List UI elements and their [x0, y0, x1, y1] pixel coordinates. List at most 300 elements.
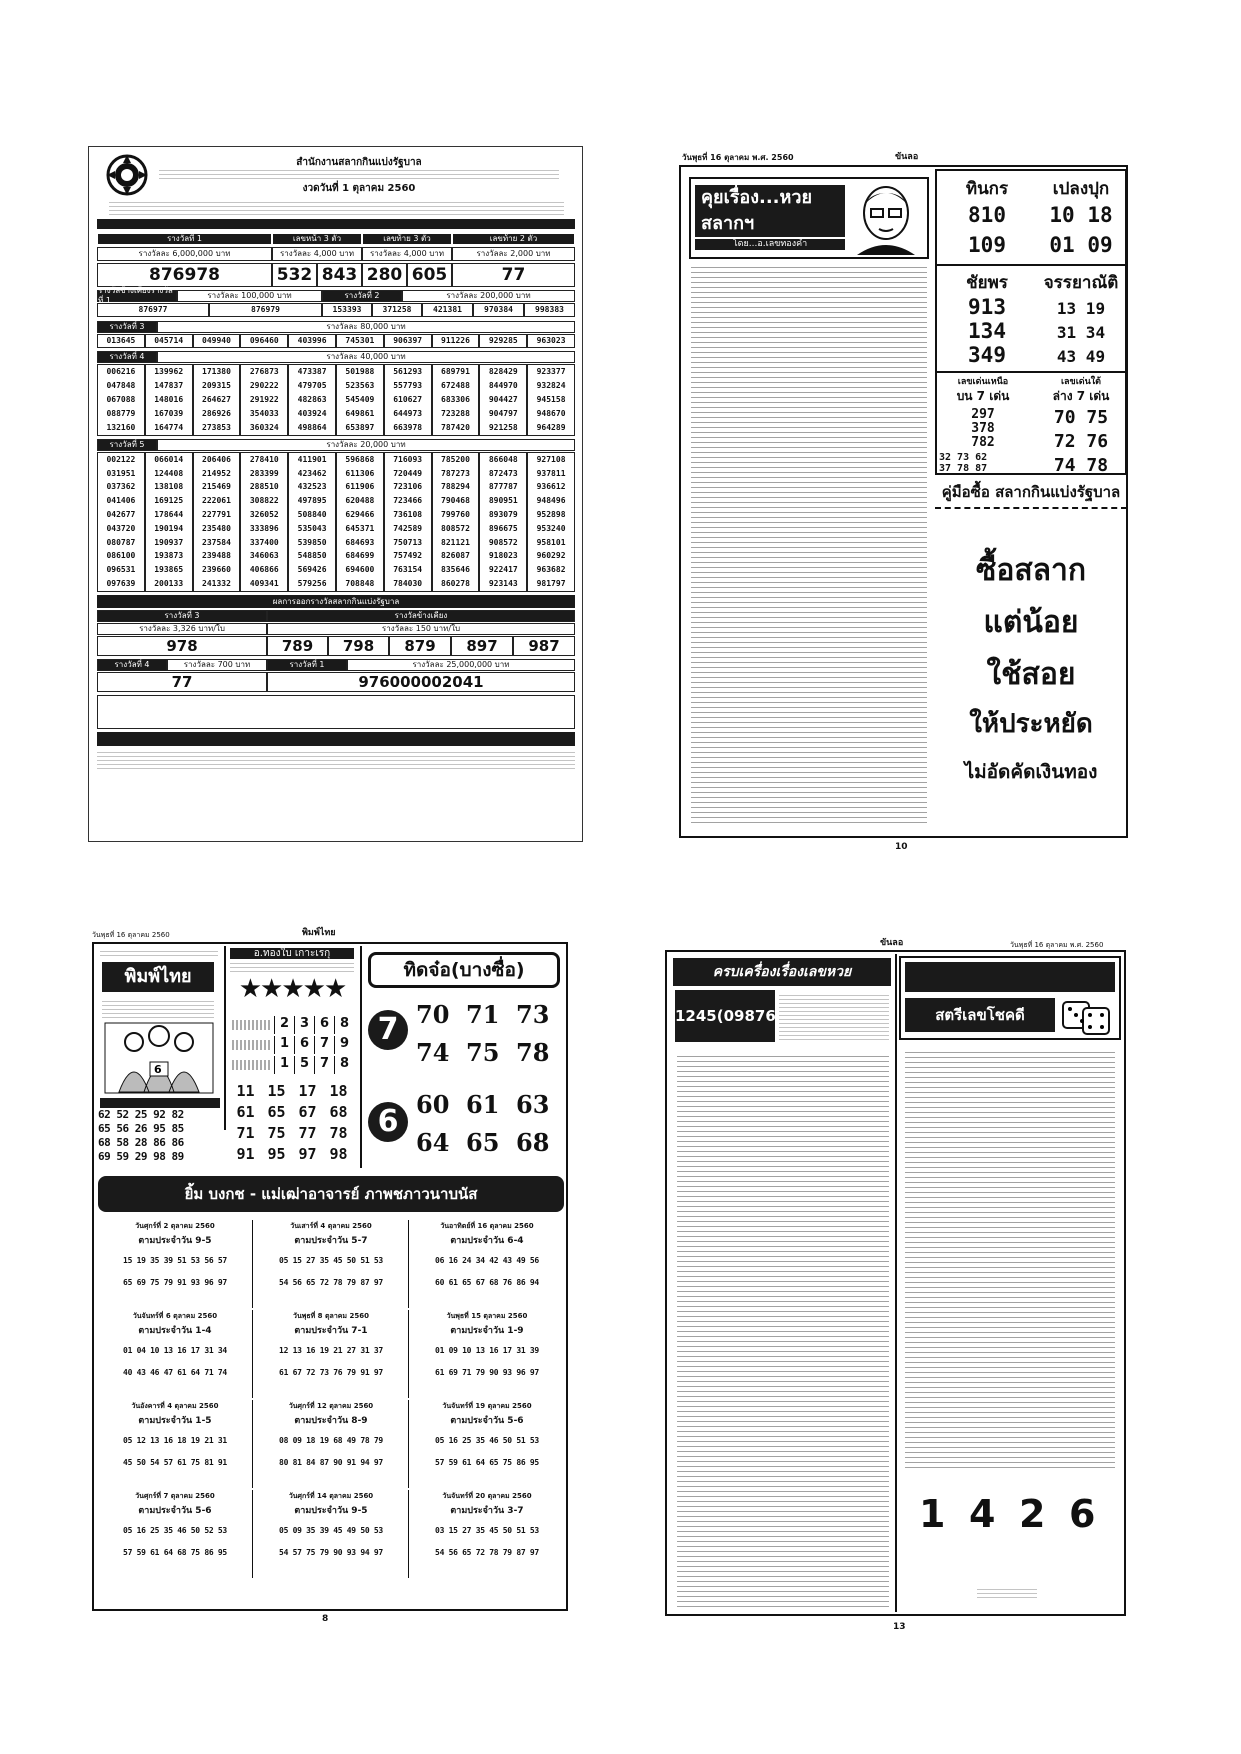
page3-header-left: วันพุธที่ 16 ตุลาคม 2560 [92, 931, 170, 939]
prize-amount-row [97, 247, 575, 261]
prize4-number: 945158 [536, 395, 566, 404]
table-date: วันอาทิตย์ที่ 16 ตุลาคม 2560 [440, 1222, 534, 1230]
right-header-strip [905, 962, 1115, 992]
eng-near-number: 897 [451, 636, 513, 656]
prize5-number: 963682 [536, 565, 566, 575]
prize5-number: 720449 [393, 468, 423, 478]
eng-label-row [97, 610, 575, 622]
prize5-number: 215469 [202, 482, 231, 492]
prize5-number: 206406 [202, 454, 231, 464]
prize4-number: 354033 [249, 409, 279, 418]
table-numbers: 05 09 35 39 45 49 50 53 [279, 1526, 383, 1535]
grid-number: 17 [298, 1082, 317, 1100]
prize5-number: 896675 [488, 523, 518, 533]
grid-row [230, 1103, 354, 1124]
zodiac-number: 810 [968, 203, 1006, 227]
table-pair: ตามประจำวัน 1-9 [450, 1326, 524, 1336]
table-pair: ตามประจำวัน 5-7 [294, 1236, 368, 1246]
grid-number: 68 [329, 1103, 348, 1121]
page2-header-right: ขันลอ [895, 152, 919, 162]
prize5-number: 308822 [249, 496, 279, 506]
left-title: ครบเครื่องเรื่องเลขหวย [673, 958, 891, 986]
prize5-number: 716093 [393, 454, 423, 464]
eng-near-amount: รางวัลละ 150 บาท/ใบ [267, 623, 575, 635]
bottom-digit: 2 [1019, 1492, 1046, 1536]
table-numbers: 45 50 54 57 61 75 81 91 [123, 1458, 227, 1467]
top-number: 297 [971, 407, 995, 422]
column-title: คุยเรื่อง...หวย สลากฯ [695, 185, 845, 237]
tid-number: 61 [466, 1090, 500, 1119]
star-number: 7 [314, 1036, 334, 1054]
prize3-number: 403996 [288, 334, 336, 348]
prize4-number: 209315 [202, 381, 231, 390]
blank-box [97, 695, 575, 729]
prize4-number: 139962 [154, 367, 184, 376]
second-lottery-header: ผลการออกรางวัลสลากกินแบ่งรัฐบาล [97, 595, 575, 608]
prize4-number: 689791 [441, 367, 470, 376]
prize5-number: 927108 [536, 454, 566, 464]
prize4-number: 403924 [297, 409, 327, 418]
prize5-number: 821121 [441, 537, 470, 547]
zodiac-name: ทินกร [965, 179, 1009, 199]
prize5-column [288, 452, 336, 592]
prize5-number: 178644 [154, 510, 184, 520]
ad-title: คู่มือซื้อ สลากกินแบ่งรัฐบาล [935, 481, 1127, 509]
prize4-column [479, 364, 527, 436]
prize5-number: 239488 [202, 551, 231, 561]
near-prize-label-row [97, 286, 575, 305]
prize5-number: 569426 [297, 565, 327, 575]
prize2-number: 153393 [322, 303, 372, 317]
table-numbers: 61 69 71 79 90 93 96 97 [435, 1368, 539, 1377]
table-pair: ตามประจำวัน 5-6 [138, 1506, 212, 1516]
prize5-number: 283399 [249, 468, 279, 478]
tid-number: 78 [516, 1038, 550, 1067]
prize5-number: 784030 [393, 579, 423, 589]
prize2-number: 421381 [422, 303, 473, 317]
prize5-column [527, 452, 575, 592]
banner: ยิ้ม บงกช - แม่เฒ่าอาจารย์ ภาพชภาวนาบนัส [98, 1176, 564, 1212]
prize4-column [240, 364, 288, 436]
prize5-column [240, 452, 288, 592]
tid-number: 64 [416, 1128, 450, 1157]
prize5-number: 918023 [488, 551, 518, 561]
draw-date: งวดวันที่ 1 ตุลาคม 2560 [302, 183, 416, 194]
prize3-number: 096460 [240, 334, 288, 348]
zodiac-number: 349 [968, 343, 1006, 367]
back3-number: 605 [407, 263, 452, 287]
prize5-number: 086100 [106, 551, 136, 561]
prize5-number: 723466 [393, 496, 423, 506]
prize2-number: 371258 [372, 303, 422, 317]
table-numbers: 57 59 61 64 68 75 86 95 [123, 1548, 227, 1557]
table-date: วันเสาร์ที่ 4 ตุลาคม 2560 [290, 1222, 372, 1230]
prize4-number: 663978 [393, 423, 423, 432]
prize4-column [336, 364, 384, 436]
table-numbers: 65 69 75 79 91 93 96 97 [123, 1278, 227, 1287]
right-body-text [905, 1048, 1115, 1468]
prize4-number: 948670 [536, 409, 566, 418]
side-row: 69 59 29 98 89 [98, 1150, 184, 1163]
eng-prize3-label: รางวัลที่ 3 [97, 610, 267, 622]
prize4-number: 482863 [297, 395, 327, 404]
prize5-number: 041406 [106, 496, 136, 506]
zodiac-number: 13 19 [1056, 299, 1106, 318]
page4-number: 13 [893, 1622, 906, 1632]
prize5-number: 508840 [297, 510, 327, 520]
prize5-number: 872473 [488, 468, 518, 478]
prize4-column [288, 364, 336, 436]
star-number: 7 [314, 1056, 334, 1074]
top-small-number: 32 73 62 [939, 452, 988, 463]
prize4-number: 557793 [393, 381, 423, 390]
eng-near-number: 987 [513, 636, 575, 656]
stars-sub [230, 962, 354, 972]
prize5-number: 097639 [106, 579, 136, 589]
prize5-number: 620488 [345, 496, 375, 506]
table-numbers: 05 16 25 35 46 50 51 53 [435, 1436, 539, 1445]
prize3-number: 013645 [97, 334, 145, 348]
side-row: 62 52 25 92 82 [98, 1108, 184, 1121]
table-numbers: 15 19 35 39 51 53 56 57 [123, 1256, 227, 1265]
tid-number: 63 [516, 1090, 550, 1119]
columnist-portrait-icon [851, 183, 921, 255]
prize5-number: 890951 [488, 496, 518, 506]
ad-line: แต่น้อย [983, 605, 1079, 640]
table-numbers: 80 81 84 87 90 91 94 97 [279, 1458, 383, 1467]
page2-number: 10 [895, 842, 908, 852]
table-pair: ตามประจำวัน 7-1 [294, 1326, 368, 1336]
eng-near-number: 798 [328, 636, 389, 656]
prize5-number: 346063 [249, 551, 279, 561]
prize5-number: 190937 [154, 537, 184, 547]
prize4-number: 148016 [154, 395, 184, 404]
prize4-number: 264627 [202, 395, 231, 404]
prize5-number: 694600 [345, 565, 375, 575]
prize5-number: 227791 [202, 510, 231, 520]
ad-line: ซื้อสลาก [975, 553, 1087, 588]
bottom-digit: 1 [919, 1492, 946, 1536]
prize5-column [193, 452, 241, 592]
left-ad-text [779, 992, 889, 1040]
side-row-header [100, 1098, 220, 1108]
daily-table [98, 1490, 253, 1578]
svg-text:6: 6 [154, 1063, 162, 1076]
prize3-number: 049940 [193, 334, 241, 348]
back3-number: 280 [362, 263, 407, 287]
front3-number: 532 [272, 263, 317, 287]
table-numbers: 12 13 16 19 21 27 31 37 [279, 1346, 383, 1355]
prize5-number: 923143 [488, 579, 518, 589]
prize5-number: 826087 [441, 551, 470, 561]
column-byline: โดย...อ.เลขทองคำ [695, 239, 845, 250]
table-date: วันพุธที่ 15 ตุลาคม 2560 [446, 1312, 528, 1320]
prize5-column [432, 452, 480, 592]
deity-illustration-icon [104, 1022, 214, 1094]
prize5-column [97, 452, 145, 592]
prize2-amount: รางวัลละ 200,000 บาท [402, 290, 575, 302]
star-number: 8 [334, 1056, 354, 1074]
prize5-number: 893079 [488, 510, 518, 520]
prize4-number: 545409 [345, 395, 375, 404]
tid-number: 73 [516, 1000, 550, 1029]
grid-number: 18 [329, 1082, 348, 1100]
table-numbers: 06 16 24 34 42 43 49 56 [435, 1256, 539, 1265]
prize4-number: 561293 [393, 367, 423, 376]
table-numbers: 61 67 72 73 76 79 91 97 [279, 1368, 383, 1377]
table-pair: ตามประจำวัน 8-9 [294, 1416, 368, 1426]
prize5-number: 124408 [154, 468, 184, 478]
zodiac-number: 10 18 [1049, 203, 1113, 227]
eng-prize4-amount: รางวัลละ 700 บาท [167, 659, 267, 671]
prize4-number: 276873 [249, 367, 279, 376]
prize5-number: 169125 [154, 496, 184, 506]
star-row-label [232, 1060, 272, 1070]
daily-table [410, 1490, 564, 1578]
eng-number-row-2 [97, 672, 575, 692]
prize5-column [479, 452, 527, 592]
left-column [669, 954, 897, 1612]
left-body-text [677, 1052, 889, 1607]
prize4-number: 523563 [345, 381, 375, 390]
prize3-label: รางวัลที่ 3 [97, 321, 157, 333]
prize5-number: 423462 [297, 468, 327, 478]
prize5-number: 788294 [441, 482, 470, 492]
grid-number: 65 [267, 1103, 286, 1121]
prize5-number: 908572 [488, 537, 518, 547]
top-number: 782 [971, 435, 995, 450]
table-numbers: 40 43 46 47 61 64 71 74 [123, 1368, 227, 1377]
footer-fine-print [97, 749, 575, 769]
prize5-number: 750713 [393, 537, 423, 547]
prize4-number: 672488 [441, 381, 470, 390]
prize2-number: 998383 [524, 303, 575, 317]
near1-number: 876977 [97, 303, 209, 317]
prize5-number: 278410 [249, 454, 279, 464]
prize5-number: 411901 [297, 454, 327, 464]
prize4-number: 649861 [345, 409, 375, 418]
tid-number: 71 [466, 1000, 500, 1029]
section-bar [97, 219, 575, 229]
eng-label-row-2 [97, 659, 575, 671]
six-badge: 6 [368, 1102, 408, 1142]
star-number: 2 [274, 1016, 294, 1034]
prize5-grid [97, 452, 575, 592]
star-number: 8 [334, 1016, 354, 1034]
eng-prize3-number: 978 [97, 636, 267, 656]
prize5-number: 723106 [393, 482, 423, 492]
prize5-number: 629466 [345, 510, 375, 520]
back3-amount: รางวัลละ 4,000 บาท [362, 247, 452, 261]
grid-number: 75 [267, 1124, 286, 1142]
prize4-column [384, 364, 432, 436]
prize5-number: 497895 [297, 496, 327, 506]
prize3-number: 045714 [145, 334, 193, 348]
divider [937, 264, 1125, 266]
prize5-number: 952898 [536, 510, 566, 520]
prize5-number: 785200 [441, 454, 470, 464]
prize5-amount: รางวัลละ 20,000 บาท [157, 439, 575, 451]
near1-number: 876979 [209, 303, 322, 317]
prize4-number: 047848 [106, 381, 136, 390]
table-numbers: 01 09 10 13 16 17 31 39 [435, 1346, 539, 1355]
eng-prize3-amount: รางวัลละ 3,326 บาท/ใบ [97, 623, 267, 635]
prize5-number: 080787 [106, 537, 136, 547]
prize3-number: 906397 [384, 334, 432, 348]
table-date: วันพุธที่ 8 ตุลาคม 2560 [293, 1312, 369, 1320]
star-row [230, 1036, 354, 1054]
back2-amount: รางวัลละ 2,000 บาท [452, 247, 575, 261]
prize4-number: 164774 [154, 423, 184, 432]
star-row-label [232, 1020, 272, 1030]
prize5-number: 409341 [249, 579, 279, 589]
prize5-number: 406866 [249, 565, 279, 575]
prize5-number: 535043 [297, 523, 327, 533]
prize1-amount: รางวัลละ 6,000,000 บาท [97, 247, 272, 261]
bottom-number: 70 75 [1053, 407, 1109, 428]
zodiac-number: 01 09 [1049, 233, 1113, 257]
daily-table [254, 1310, 409, 1398]
column-body-text [691, 263, 927, 823]
prize3-number: 929285 [479, 334, 527, 348]
zodiac-number: 31 34 [1056, 323, 1106, 342]
zodiac-name: จรรยาณัติ [1043, 273, 1119, 293]
grid-number: 91 [236, 1145, 255, 1163]
prize4-number: 610627 [393, 395, 423, 404]
bottom-number: 72 76 [1053, 431, 1109, 452]
page-column [679, 165, 1128, 838]
prize4-number: 273853 [202, 423, 231, 432]
prize5-number: 866048 [488, 454, 518, 464]
zodiac-box [935, 169, 1127, 475]
daily-table [410, 1310, 564, 1398]
emblem-icon [105, 153, 149, 197]
page4-header-right: วันพุธที่ 16 ตุลาคม พ.ศ. 2560 [1010, 941, 1104, 949]
prize4-number: 644973 [393, 409, 423, 418]
prize4-number: 723288 [441, 409, 470, 418]
prize4-number: 921258 [488, 423, 518, 432]
prize4-number: 132160 [106, 423, 136, 432]
prize5-number: 787273 [441, 468, 470, 478]
prize-number-row [97, 263, 575, 287]
star-row-label [232, 1040, 272, 1050]
tid-title: ทิดจ๋อ(บางซื่อ) [368, 952, 560, 988]
tid-number: 65 [466, 1128, 500, 1157]
table-numbers: 54 57 75 79 90 93 94 97 [279, 1548, 383, 1557]
table-pair: ตามประจำวัน 1-4 [138, 1326, 212, 1336]
top-label: เลขเด่นเหนือ [957, 377, 1009, 387]
front3-number: 843 [317, 263, 362, 287]
daily-table [98, 1400, 253, 1488]
grid-row [230, 1082, 354, 1103]
eng-near-number: 879 [389, 636, 451, 656]
prize4-number: 653897 [345, 423, 375, 432]
brand-logo: พิมพ์ไทย [102, 962, 214, 992]
eng-prize4-number: 77 [97, 672, 267, 692]
grid-row [230, 1124, 354, 1145]
top-sub: บน 7 เด่น [956, 389, 1010, 403]
table-date: วันศุกร์ที่ 12 ตุลาคม 2560 [288, 1402, 374, 1410]
table-pair: ตามประจำวัน 3-7 [450, 1506, 524, 1516]
sheet-header: สำนักงานสลากกินแบ่งรัฐบาล [296, 157, 422, 168]
prize5-number: 214952 [202, 468, 231, 478]
star-number: 3 [294, 1016, 314, 1034]
prize4-number: 964289 [536, 423, 566, 432]
table-numbers: 57 59 61 64 65 75 86 95 [435, 1458, 539, 1467]
prize4-number: 171380 [202, 367, 231, 376]
prize4-amount: รางวัลละ 40,000 บาท [157, 351, 575, 363]
tid-number: 70 [416, 1000, 450, 1029]
prize5-number: 241332 [202, 579, 231, 589]
page3-number: 8 [322, 1614, 329, 1624]
prize5-number: 684699 [345, 551, 375, 561]
zodiac-number: 134 [968, 319, 1006, 343]
bottom-sub: ล่าง 7 เด่น [1052, 389, 1110, 403]
prize5-number: 237584 [202, 537, 231, 547]
page-lottery-results [88, 146, 583, 842]
prize4-number: 844970 [488, 381, 518, 390]
prize5-number: 235480 [202, 523, 231, 533]
left-phone: 1245(09876) [675, 990, 775, 1042]
prize5-number: 936612 [536, 482, 566, 492]
table-date: วันจันทร์ที่ 19 ตุลาคม 2560 [442, 1402, 532, 1410]
grid-number: 98 [329, 1145, 348, 1163]
bottom-digit: 4 [969, 1492, 996, 1536]
prize4-number: 473387 [297, 367, 327, 376]
grid-number: 61 [236, 1103, 255, 1121]
prize4-number: 291922 [249, 395, 279, 404]
prize4-label: รางวัลที่ 4 [97, 351, 157, 363]
table-numbers: 54 56 65 72 78 79 87 97 [435, 1548, 539, 1557]
star-rating-icon: ★★★★★ [238, 974, 346, 1004]
prize4-column [527, 364, 575, 436]
prize5-number: 877787 [488, 482, 518, 492]
eng-prize1-label: รางวัลที่ 1 [267, 659, 347, 671]
prize4-number: 501988 [345, 367, 375, 376]
prize5-number: 860278 [441, 579, 470, 589]
prize4-number: 360324 [249, 423, 279, 432]
prize5-number: 539850 [297, 537, 327, 547]
prize5-number: 432523 [297, 482, 327, 492]
prize4-number: 923377 [536, 367, 566, 376]
prize5-number: 981797 [536, 579, 566, 589]
prize4-column [193, 364, 241, 436]
prize4-number: 904797 [488, 409, 518, 418]
top-small-number: 37 78 87 [939, 463, 988, 474]
ad-line: ให้ประหยัด [969, 709, 1093, 739]
grid-number: 78 [329, 1124, 348, 1142]
prize4-number: 167039 [154, 409, 184, 418]
eng-near-label: รางวัลข้างเคียง [267, 610, 575, 622]
daily-table [254, 1220, 409, 1308]
back2-number: 77 [452, 263, 575, 287]
prize4-number: 006216 [106, 367, 136, 376]
table-date: วันศุกร์ที่ 14 ตุลาคม 2560 [288, 1492, 374, 1500]
side-row: 65 56 26 95 85 [98, 1122, 184, 1135]
prize5-number: 799760 [441, 510, 470, 520]
footer-bar [97, 732, 575, 746]
bottom-digit: 6 [1069, 1492, 1096, 1536]
prize5-number: 548850 [297, 551, 327, 561]
prize4-number: 828429 [488, 367, 518, 376]
stars-title: อ.ทองใบ เกาะเรกุ [230, 948, 354, 959]
grid-number: 77 [298, 1124, 317, 1142]
table-numbers: 54 56 65 72 78 79 87 97 [279, 1278, 383, 1287]
prize3-amount: รางวัลละ 80,000 บาท [157, 321, 575, 333]
prize5-number: 808572 [441, 523, 470, 533]
grid-number: 95 [267, 1145, 286, 1163]
tid-number: 75 [466, 1038, 500, 1067]
